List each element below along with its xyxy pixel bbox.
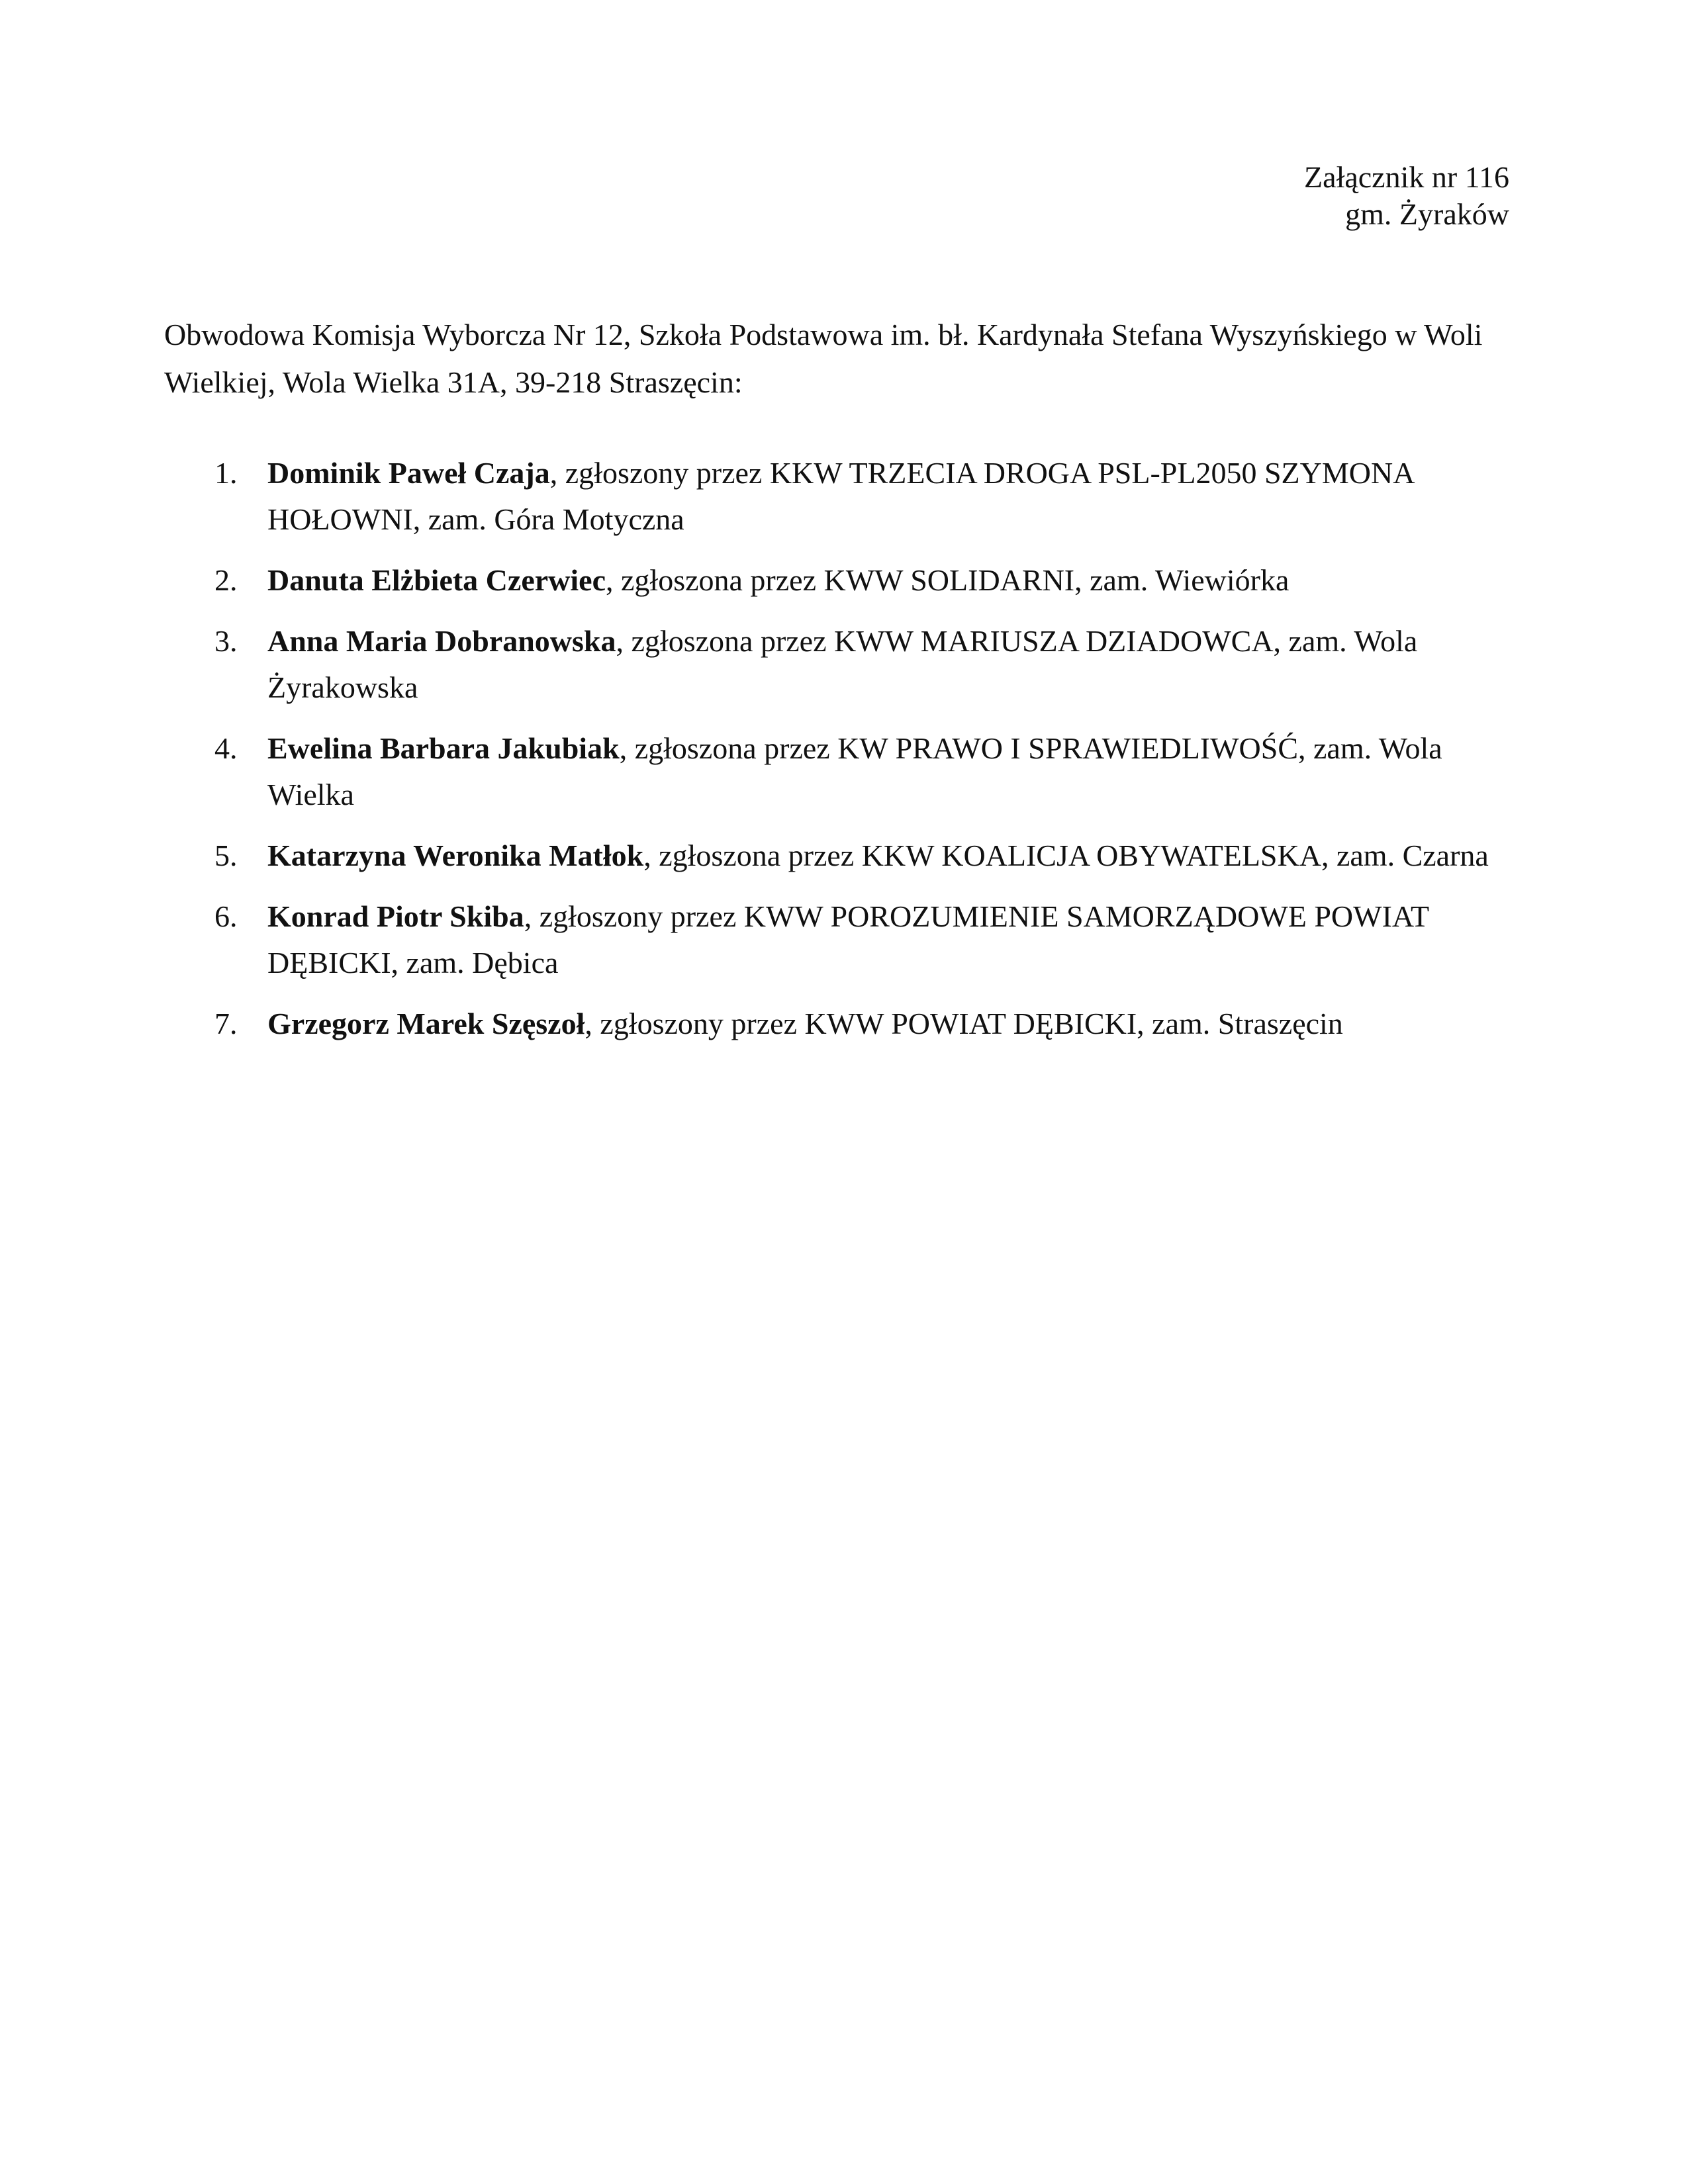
candidate-name: Dominik Paweł Czaja (267, 456, 550, 490)
item-number: 4. (214, 731, 238, 765)
list-item (164, 557, 1521, 604)
commission-description: Obwodowa Komisja Wyborcza Nr 12, Szkoła Podstawowa im. bł. Kardynała Stefana Wyszyńskiego w Woli Wielkiej, Wola Wielka 31A, 39-218 Straszęcin: (164, 318, 1483, 399)
candidate-name: Katarzyna Weronika Matłok (267, 839, 644, 872)
municipality-name: gm. Żyraków (1345, 197, 1509, 231)
list-item (164, 725, 1521, 818)
candidate-details: , zgłoszona przez KWW SOLIDARNI, zam. Wiewiórka (606, 563, 1289, 597)
candidate-name: Ewelina Barbara Jakubiak (267, 731, 620, 765)
candidate-list (164, 450, 1521, 1062)
candidate-name: Konrad Piotr Skiba (267, 899, 524, 933)
candidate-details: , zgłoszony przez KWW POWIAT DĘBICKI, zam. Straszęcin (585, 1007, 1343, 1040)
candidate-name: Grzegorz Marek Szęszoł (267, 1007, 585, 1040)
candidate-name: Danuta Elżbieta Czerwiec (267, 563, 606, 597)
item-number: 6. (214, 899, 238, 933)
item-number: 2. (214, 563, 238, 597)
item-number: 5. (214, 839, 238, 872)
candidate-details: , zgłoszona przez KKW KOALICJA OBYWATELSKA, zam. Czarna (643, 839, 1489, 872)
candidate-name: Anna Maria Dobranowska (267, 624, 616, 658)
attachment-header (1304, 159, 1509, 233)
list-item (164, 450, 1521, 543)
list-item (164, 833, 1521, 879)
candidate-details: , zgłoszony przez KWW POROZUMIENIE SAMORZĄDOWE POWIAT DĘBICKI, zam. Dębica (267, 899, 1429, 979)
candidate-details: , zgłoszona przez KWW MARIUSZA DZIADOWCA, zam. Wola Żyrakowska (267, 624, 1418, 704)
list-item (164, 618, 1521, 711)
list-item (164, 1001, 1521, 1047)
attachment-number: Załącznik nr 116 (1304, 160, 1509, 194)
item-number: 1. (214, 456, 238, 490)
candidate-details: , zgłoszona przez KW PRAWO I SPRAWIEDLIWOŚĆ, zam. Wola Wielka (267, 731, 1442, 811)
item-number: 3. (214, 624, 238, 658)
candidate-details: , zgłoszony przez KKW TRZECIA DROGA PSL-PL2050 SZYMONA HOŁOWNI, zam. Góra Motyczna (267, 456, 1413, 536)
list-item (164, 893, 1521, 986)
item-number: 7. (214, 1007, 238, 1040)
